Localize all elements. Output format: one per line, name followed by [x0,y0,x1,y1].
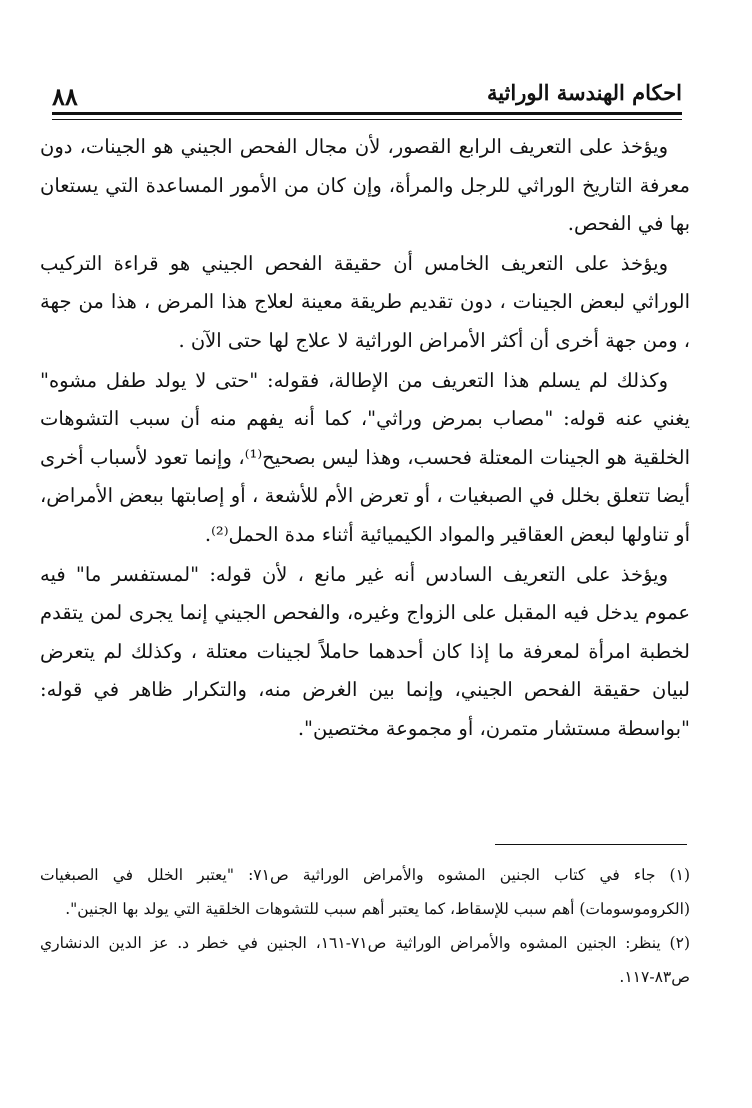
footnotes [40,858,690,994]
body-text [40,128,690,750]
paragraph: ويؤخذ على التعريف السادس أنه غير مانع ، لأن قوله: "لمستفسر ما" فيه عموم يدخل فيه المقبل على الزواج وغيره، والفحص الجيني إنما يجرى لمن يتقدم لخطبة امرأة لمعرفة ما إذا كان أحدهما حاملاً لجينات معتلة ، وكذلك لم يتعرض لبيان حقيقة الفحص الجيني، وإنما بين الغرض منه، والتكرار ظاهر في قوله: "بواسطة مستشار متمرن، أو مجموعة مختصين". [40,562,690,740]
header-rule-thick [52,112,682,115]
header-title: احكام الهندسة الوراثية [486,80,682,105]
footnote: (١) جاء في كتاب الجنين المشوه والأمراض الوراثية ص٧١: "يعتبر الخلل في الصبغيات (الكروموسومات) أهم سبب للإسقاط، كما يعتبر أهم سبب للتشوهات الخلقية التي يولد بها الجنين". [40,866,690,918]
paragraph: ويؤخذ على التعريف الخامس أن حقيقة الفحص الجيني هو قراءة التركيب الوراثي لبعض الجينات ، دون تقديم طريقة معينة لعلاج هذا المرض ، هذا من جهة ، ومن جهة أخرى أن أكثر الأمراض الوراثية لا علاج لها حتى الآن . [40,251,690,352]
page-number: ٨٨ [52,82,78,111]
footnote-separator [495,844,687,845]
footnote: (٢) ينظر: الجنين المشوه والأمراض الوراثية ص٧١-١٦١، الجنين في خطر د. عز الدين الدنشاري ص٨٣-١١٧. [40,934,690,986]
header-rule-thin [52,119,682,120]
paragraph: وكذلك لم يسلم هذا التعريف من الإطالة، فقوله: "حتى لا يولد طفل مشوه" يغني عنه قوله: "مصاب بمرض وراثي"، كما أنه يفهم منه أن سبب التشوهات الخلقية هو الجينات المعتلة فحسب، وهذا ليس بصحيح⁽¹⁾، وإنما تعود لأسباب أخرى أيضا تتعلق بخلل في الصبغيات ، أو تعرض الأم للأشعة ، أو إصابتها ببعض الأمراض، أو تناولها لبعض العقاقير والمواد الكيميائية أثناء مدة الحمل⁽²⁾. [40,368,691,546]
paragraph: ويؤخذ على التعريف الرابع القصور، لأن مجال الفحص الجيني هو الجينات، دون معرفة التاريخ الوراثي للرجل والمرأة، وإن كان من الأمور المساعدة التي يستعان بها في الفحص. [40,135,690,236]
